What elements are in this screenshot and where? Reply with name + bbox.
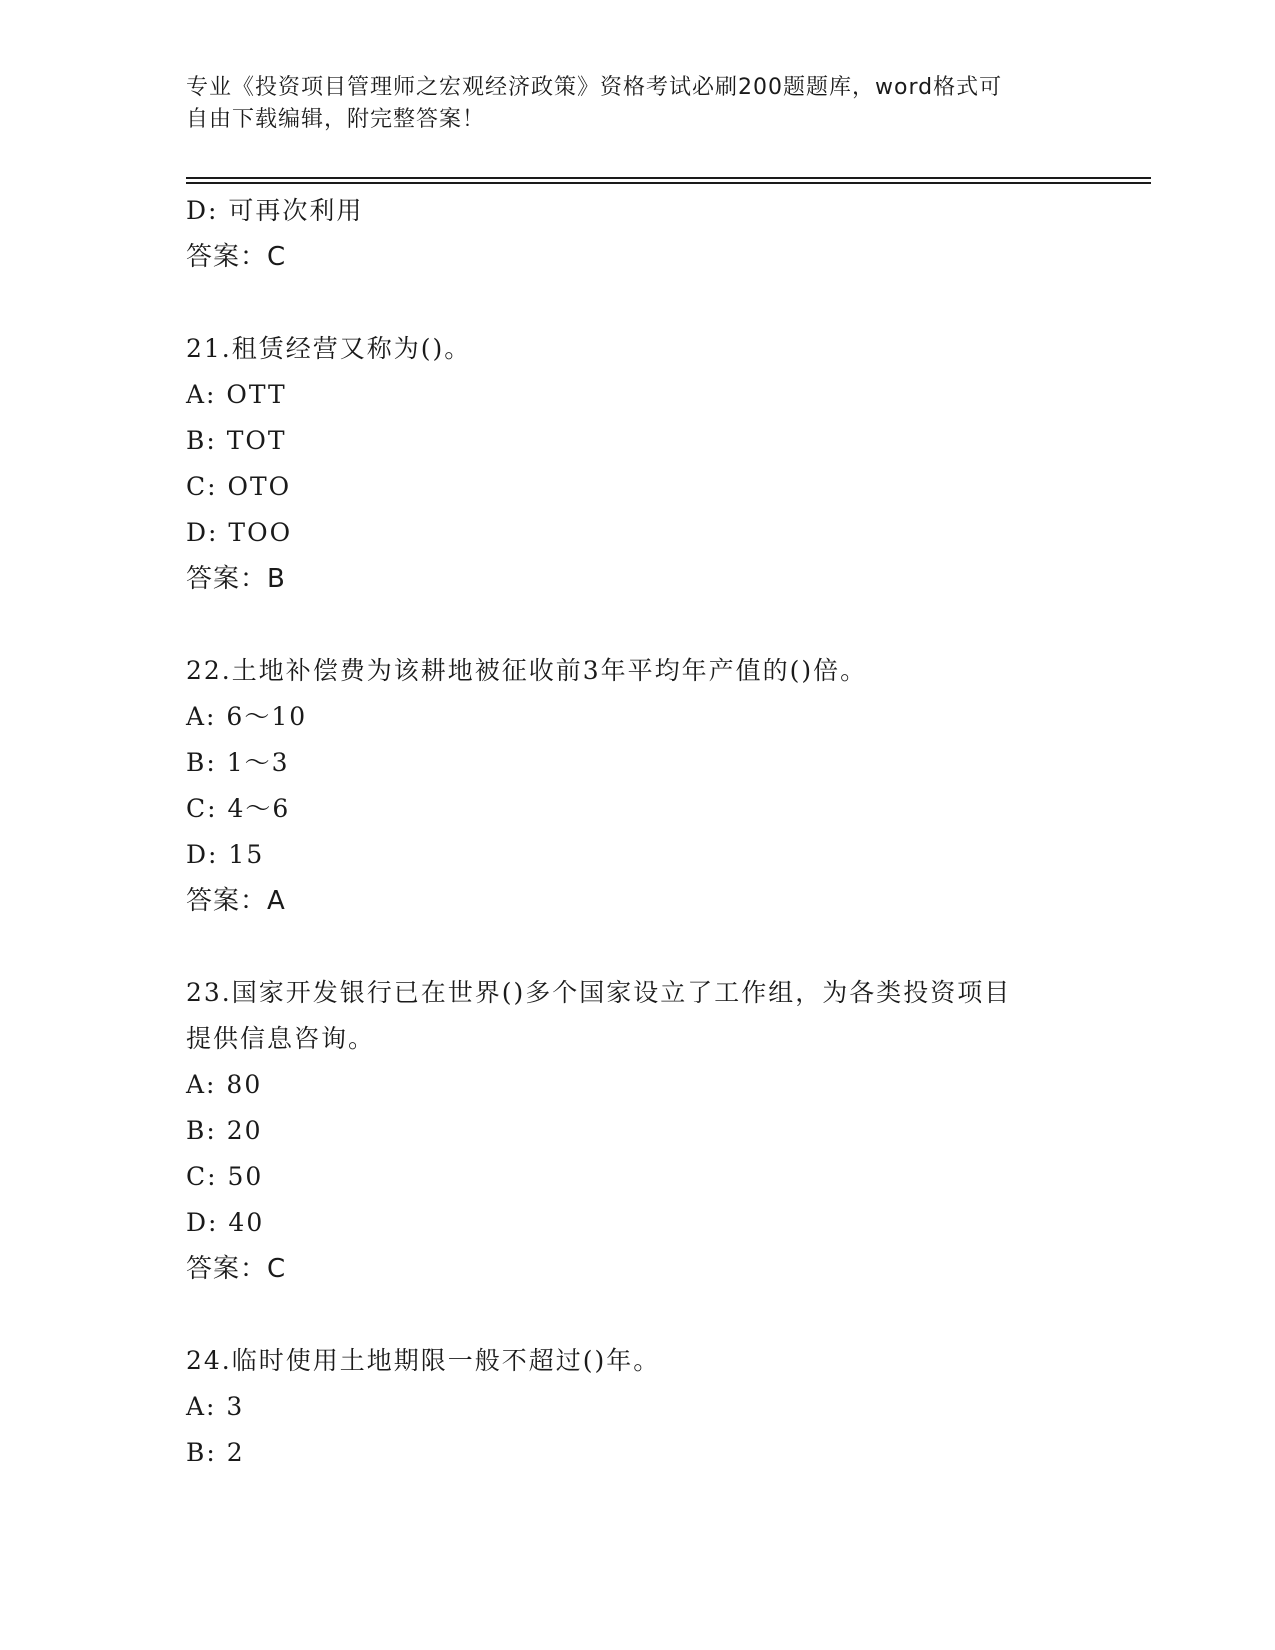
option-c: C: OTO xyxy=(186,472,292,501)
question-22 xyxy=(186,648,1086,924)
header-line-2: 自由下载编辑，附完整答案！ xyxy=(186,107,486,132)
option-d: D: 40 xyxy=(186,1208,265,1237)
question-title: 24.临时使用土地期限一般不超过()年。 xyxy=(186,1346,661,1375)
option-b: B: TOT xyxy=(186,426,287,455)
header-divider-top xyxy=(186,177,1151,179)
answer-line: 答案：C xyxy=(186,1254,287,1284)
question-list xyxy=(186,188,1086,1476)
question-title-line-2: 提供信息咨询。 xyxy=(186,1024,376,1053)
spacer xyxy=(186,602,1086,648)
option-b: B: 1～3 xyxy=(186,748,290,777)
question-title: 22.土地补偿费为该耕地被征收前3年平均年产值的()倍。 xyxy=(186,656,868,685)
option-a: A: OTT xyxy=(186,380,287,409)
spacer xyxy=(186,1292,1086,1338)
header-line-1: 专业《投资项目管理师之宏观经济政策》资格考试必刷200题题库，word格式可 xyxy=(186,75,1003,100)
option-d: D: TOO xyxy=(186,518,293,547)
question-title-line-1: 23.国家开发银行已在世界()多个国家设立了工作组，为各类投资项目 xyxy=(186,978,1012,1007)
option-d: D: 15 xyxy=(186,840,265,869)
question-23 xyxy=(186,970,1086,1292)
option-a: A: 80 xyxy=(186,1070,263,1099)
question-24 xyxy=(186,1338,1086,1476)
document-header xyxy=(186,72,1066,136)
header-divider-bottom xyxy=(186,182,1151,184)
answer-line: 答案：A xyxy=(186,886,286,916)
spacer xyxy=(186,280,1086,326)
spacer xyxy=(186,924,1086,970)
option-a: A: 3 xyxy=(186,1392,245,1421)
option-d: D: 可再次利用 xyxy=(186,196,364,225)
question-21 xyxy=(186,326,1086,602)
option-c: C: 50 xyxy=(186,1162,264,1191)
option-a: A: 6～10 xyxy=(186,702,308,731)
question-title: 21.租赁经营又称为()。 xyxy=(186,334,472,363)
option-c: C: 4～6 xyxy=(186,794,291,823)
answer-line: 答案：B xyxy=(186,564,286,594)
option-b: B: 2 xyxy=(186,1438,245,1467)
answer-line: 答案：C xyxy=(186,242,287,272)
option-b: B: 20 xyxy=(186,1116,263,1145)
